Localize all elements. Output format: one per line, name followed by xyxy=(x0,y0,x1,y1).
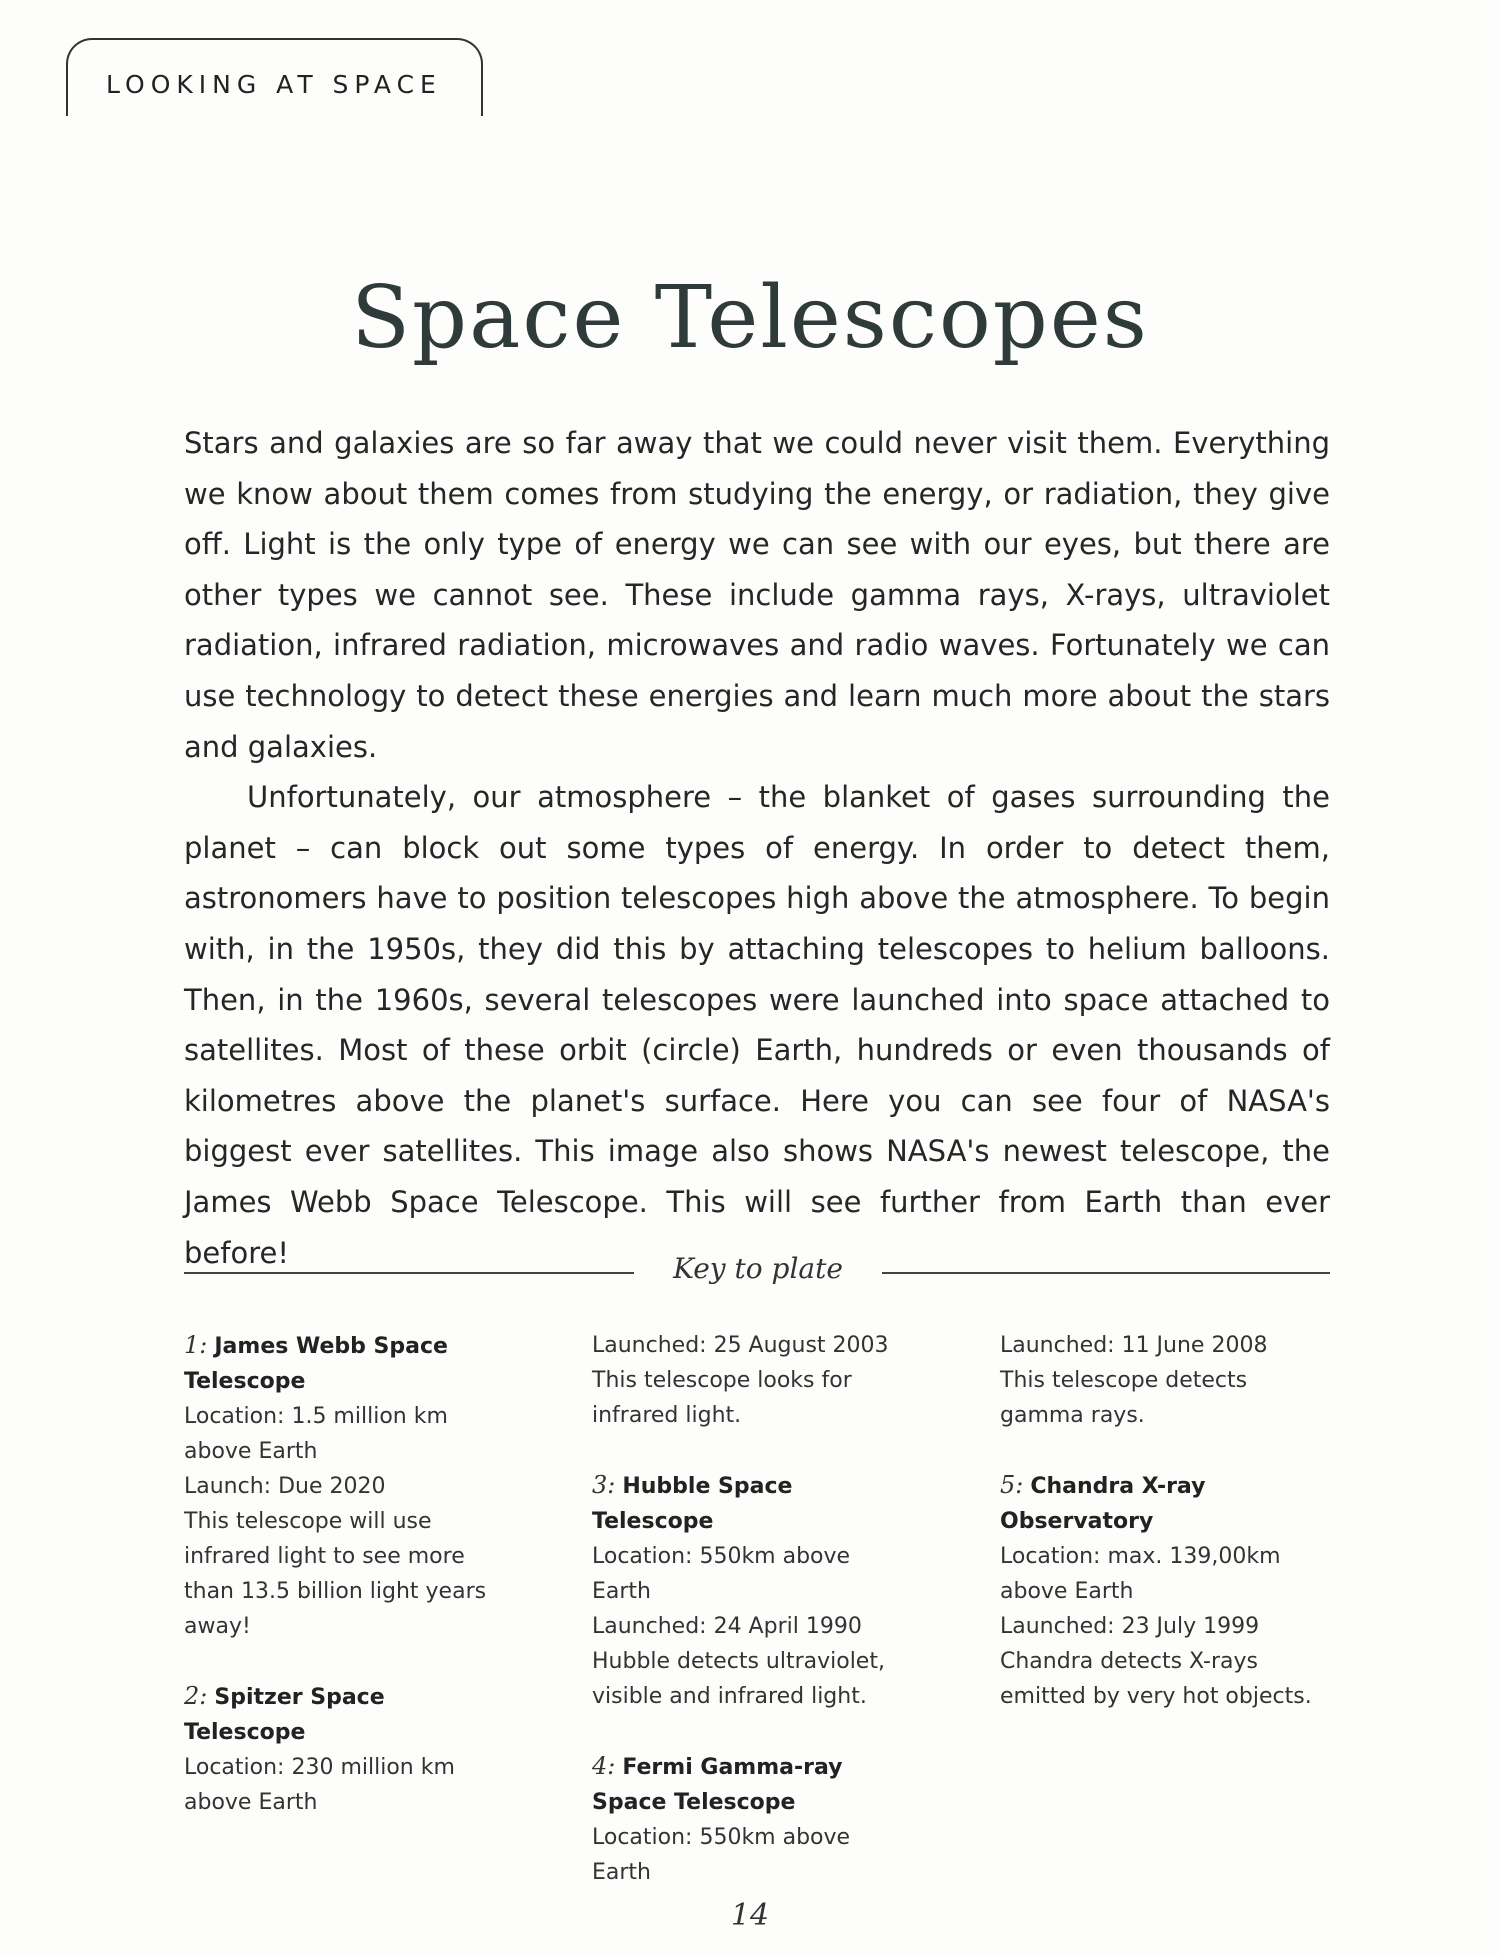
entry-number: 3: xyxy=(592,1471,616,1499)
running-head: LOOKING AT SPACE xyxy=(106,70,442,99)
entry-description: This telescope will use infrared light to see more than 13.5 billion light years away! xyxy=(184,1509,487,1639)
entry-launch: Launched: 11 June 2008 xyxy=(1000,1333,1268,1358)
entry-location: Location: 230 million km above Earth xyxy=(184,1755,455,1815)
entry-location: Location: 1.5 million km above Earth xyxy=(184,1404,448,1464)
key-column-1 xyxy=(184,1328,504,1855)
entry-name: James Webb Space Telescope xyxy=(184,1334,448,1394)
divider-right xyxy=(882,1272,1330,1274)
entry-launch: Launched: 23 July 1999 xyxy=(1000,1614,1260,1639)
key-heading: Key to plate xyxy=(673,1252,843,1285)
entry-launch: Launch: Due 2020 xyxy=(184,1474,386,1499)
key-entry-4-continued xyxy=(1000,1328,1320,1433)
entry-launch: Launched: 24 April 1990 xyxy=(592,1614,862,1639)
entry-name: Chandra X-ray Observatory xyxy=(1000,1474,1206,1534)
entry-number: 5: xyxy=(1000,1471,1024,1499)
entry-name: Fermi Gamma-ray Space Telescope xyxy=(592,1755,843,1815)
key-entry-4 xyxy=(592,1749,912,1890)
entry-number: 4: xyxy=(592,1752,616,1780)
page-number: 14 xyxy=(730,1898,770,1933)
entry-description: Chandra detects X-rays emitted by very hot objects. xyxy=(1000,1649,1312,1709)
running-head-frame xyxy=(66,38,483,116)
divider-left xyxy=(184,1272,634,1274)
key-entry-3 xyxy=(592,1468,912,1714)
entry-location: Location: 550km above Earth xyxy=(592,1544,851,1604)
entry-description: This telescope looks for infrared light. xyxy=(592,1368,852,1428)
key-column-3 xyxy=(1000,1328,1320,1749)
paragraph-2: Unfortunately, our atmosphere – the blanket of gases surrounding the planet – can block out some types of energy. In order to detect them, astronomers have to position telescopes high above the atmosphere. To begin with, in the 1950s, they did this by attaching telescopes to helium balloons. Then, in the 1960s, several telescopes were launched into space attached to satellites. Most of these orbit (circle) Earth, hundreds or even thousands of kilometres above the planet's surface. Here you can see four of NASA's biggest ever satellites. This image also shows NASA's newest telescope, the James Webb Space Telescope. This will see further from Earth than ever before! xyxy=(184,780,1330,1270)
entry-location: Location: max. 139,00km above Earth xyxy=(1000,1544,1281,1604)
page-title: Space Telescopes xyxy=(351,268,1149,368)
key-column-2 xyxy=(592,1328,912,1925)
key-heading-row xyxy=(184,1252,1330,1292)
entry-description: Hubble detects ultraviolet, visible and infrared light. xyxy=(592,1649,885,1709)
entry-name: Hubble Space Telescope xyxy=(592,1474,793,1534)
key-entry-2-continued xyxy=(592,1328,912,1433)
key-entry-1 xyxy=(184,1328,504,1644)
entry-number: 1: xyxy=(184,1331,208,1359)
body-text xyxy=(184,418,1330,1278)
paragraph-1: Stars and galaxies are so far away that we could never visit them. Everything we know about them comes from studying the energy, or radiation, they give off. Light is the only type of energy we can see with our eyes, but there are other types we cannot see. These include gamma rays, X-rays, ultraviolet radiation, infrared radiation, microwaves and radio waves. Fortunately we can use technology to detect these energies and learn much more about the stars and galaxies. xyxy=(184,426,1330,764)
key-entry-2 xyxy=(184,1679,504,1820)
entry-description: This telescope detects gamma rays. xyxy=(1000,1368,1248,1428)
entry-name: Spitzer Space Telescope xyxy=(184,1685,385,1745)
entry-location: Location: 550km above Earth xyxy=(592,1825,851,1885)
entry-number: 2: xyxy=(184,1682,208,1710)
key-entry-5 xyxy=(1000,1468,1320,1714)
entry-launch: Launched: 25 August 2003 xyxy=(592,1333,889,1358)
